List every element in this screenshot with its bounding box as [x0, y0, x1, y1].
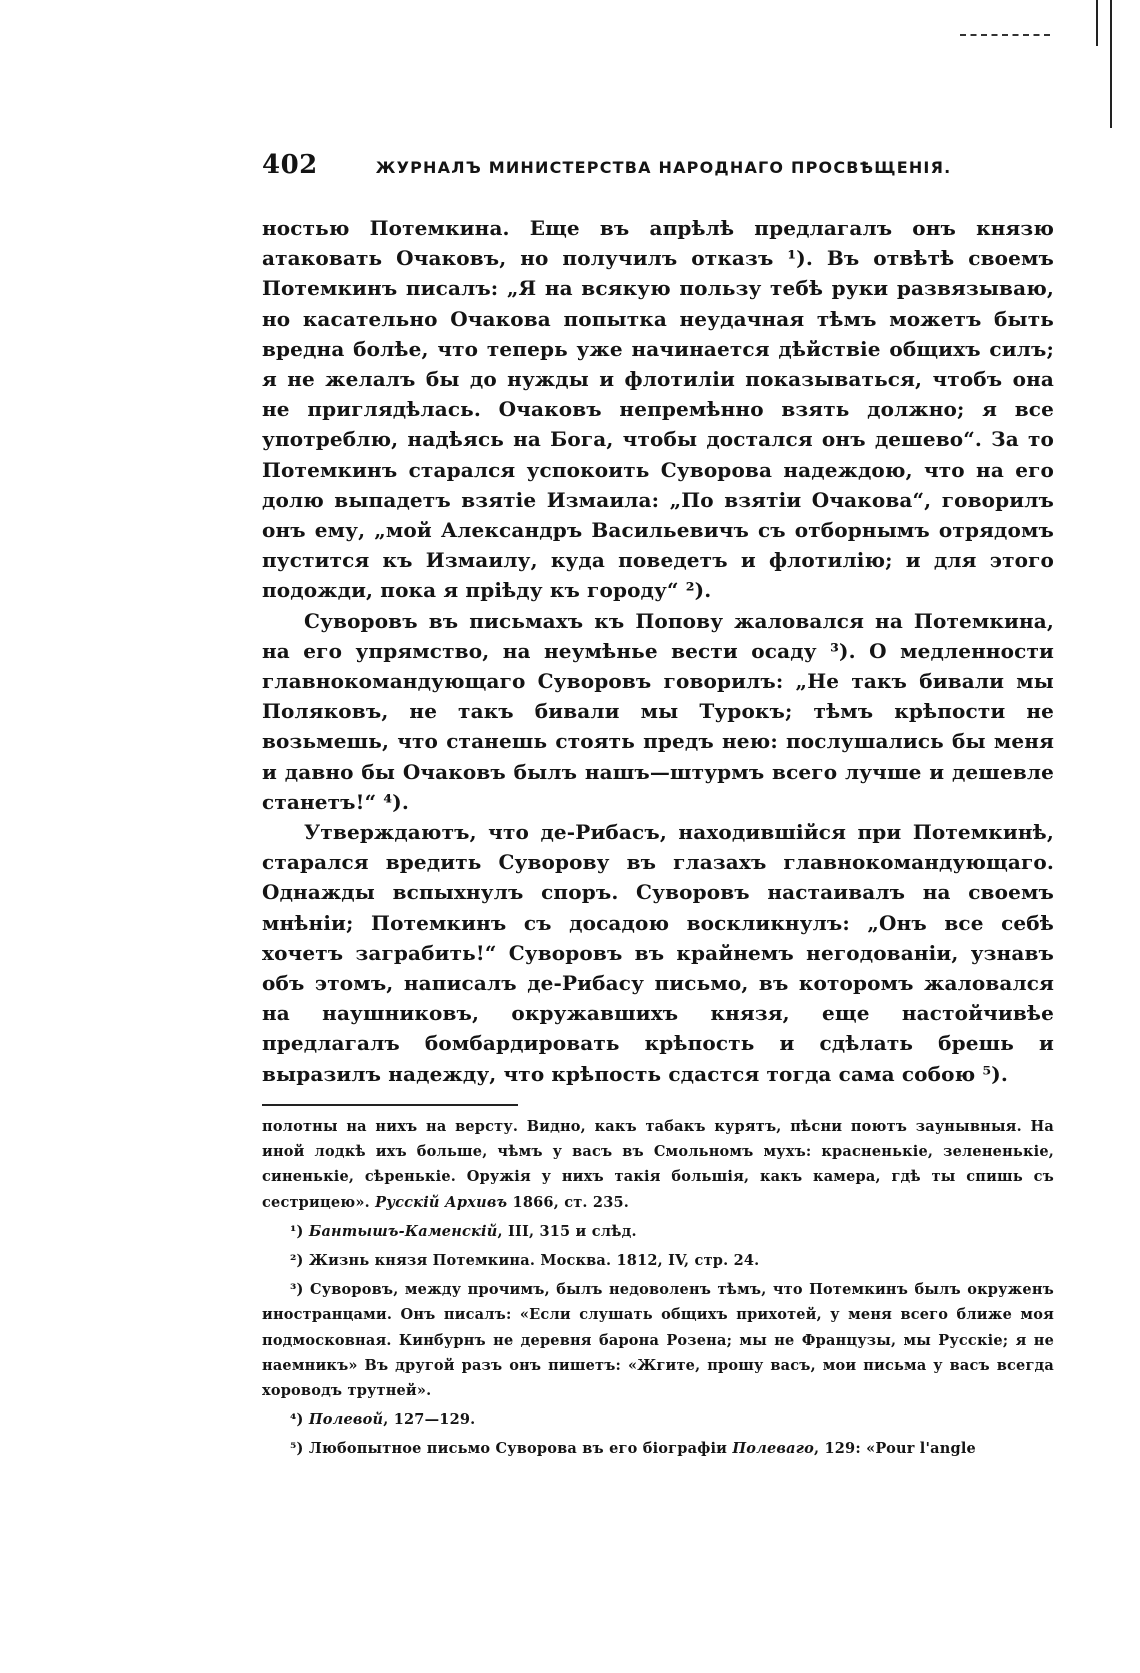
footnote-1 — [262, 1219, 1054, 1244]
footnote-marker: ⁵) — [290, 1440, 304, 1458]
footnote-text: Жизнь князя Потемкина. Москва. 1812, IV, стр. 24. — [308, 1252, 760, 1270]
paragraph-1: ностью Потемкина. Еще въ апрѣлѣ предлагалъ онъ князю атаковать Очаковъ, но получилъ отказъ ¹). Въ отвѣтѣ своемъ Потемкинъ писалъ: „Я на всякую пользу тебѣ руки развязываю, но касательно Очакова попытка неудачная тѣмъ можетъ быть вредна болѣе, что теперь уже начинается дѣйствіе общихъ силъ; я не желалъ бы до нужды и флотиліи показываться, чтобъ она не приглядѣлась. Очаковъ непремѣнно взять должно; я все употреблю, надѣясь на Бога, чтобы достался онъ дешево“. За то Потемкинъ старался успокоить Суворова надеждою, что на его долю выпадетъ взятіе Измаила: „По взятіи Очакова“, говорилъ онъ ему, „мой Александръ Васильевичъ съ отборнымъ отрядомъ пустится къ Измаилу, куда поведетъ и флотилію; и для этого подожди, пока я пріѣду къ городу“ ²). — [262, 216, 1054, 603]
footnotes — [262, 1114, 1054, 1462]
footnote-continuation-text: полотны на нихъ на версту. Видно, какъ табакъ курятъ, пѣсни поютъ заунывныя. На иной лодкѣ ихъ больше, чѣмъ у васъ въ Смольномъ мухъ: красненькіе, зелененькіе, синенькіе, сѣренькіе. Оружія у нихъ такія большія, какъ камера, гдѣ ты спишь съ сестрицею». — [262, 1118, 1054, 1211]
footnote-italic: Полеваго — [732, 1440, 814, 1458]
paragraph-3: Утверждаютъ, что де-Рибасъ, находившійся при Потемкинѣ, старался вредить Суворову въ глазахъ главнокомандующаго. Однажды вспыхнулъ споръ. Суворовъ настаивалъ на своемъ мнѣніи; Потемкинъ съ досадою воскликнулъ: „Онъ все себѣ хочетъ заграбить!“ Суворовъ въ крайнемъ негодованіи, узнавъ объ этомъ, написалъ де-Рибасу письмо, въ которомъ жаловался на наушниковъ, окружавшихъ князя, еще настойчивѣе предлагалъ бомбардировать крѣпость и сдѣлать брешь и выразилъ надежду, что крѣпость сдастся тогда сама собою ⁵). — [262, 820, 1054, 1086]
footnote-2 — [262, 1248, 1054, 1273]
footnote-italic: Бантышъ-Каменскій — [308, 1222, 498, 1240]
footnote-3 — [262, 1277, 1054, 1403]
scan-dash-marks — [960, 34, 1050, 38]
footnote-separator — [262, 1104, 518, 1106]
footnote-continuation — [262, 1114, 1054, 1215]
footnote-marker: ³) — [290, 1281, 304, 1299]
footnote-continuation-source: Русскій Архивъ — [375, 1193, 508, 1211]
footnote-5 — [262, 1436, 1054, 1461]
footnote-continuation-source-rest: 1866, ст. 235. — [507, 1193, 630, 1211]
footnote-text: Суворовъ, между прочимъ, былъ недоволенъ тѣмъ, что Потемкинъ былъ окруженъ иностранцами. Онъ писалъ: «Если слушать общихъ прихотей, у меня всего ближе моя подмосковная. Кинбурнъ не деревня барона Розена; мы не Французы, мы Русскіе; я не наемникъ» Въ другой разъ онъ пишетъ: «Жгите, прошу васъ, мои письма у васъ всегда хороводъ трутней». — [262, 1281, 1054, 1400]
page-header — [262, 150, 1042, 190]
footnote-marker: ⁴) — [290, 1411, 304, 1429]
footnote-text: Любопытное письмо Суворова въ его біографіи — [308, 1440, 733, 1458]
scan-edge-mark — [1096, 0, 1098, 46]
footnote-4 — [262, 1407, 1054, 1432]
footnote-text: , III, 315 и слѣд. — [497, 1222, 637, 1240]
page-number: 402 — [262, 150, 318, 180]
footnote-marker: ²) — [290, 1252, 304, 1270]
footnote-marker: ¹) — [290, 1222, 304, 1240]
scan-edge-rule — [1110, 0, 1112, 128]
paragraph-2: Суворовъ въ письмахъ къ Попову жаловался на Потемкина, на его упрямство, на неумѣнье вести осаду ³). О медленности главнокомандующаго Суворовъ говорилъ: „Не такъ бивали мы Поляковъ, не такъ бивали мы Турокъ; тѣмъ крѣпости не возьмешь, что станешь стоять предъ нею: послушались бы меня и давно бы Очаковъ былъ нашъ—штурмъ всего лучше и дешевле станетъ!“ ⁴). — [262, 608, 1054, 814]
footnote-text-tail: , 129: «Pour l'angle — [813, 1440, 976, 1458]
footnote-text: , 127—129. — [383, 1411, 476, 1429]
footnote-italic: Полевой — [308, 1411, 384, 1429]
running-title: ЖУРНАЛЪ МИНИСТЕРСТВА НАРОДНАГО ПРОСВѢЩЕНІЯ. — [375, 158, 952, 177]
main-text — [262, 213, 1054, 1089]
